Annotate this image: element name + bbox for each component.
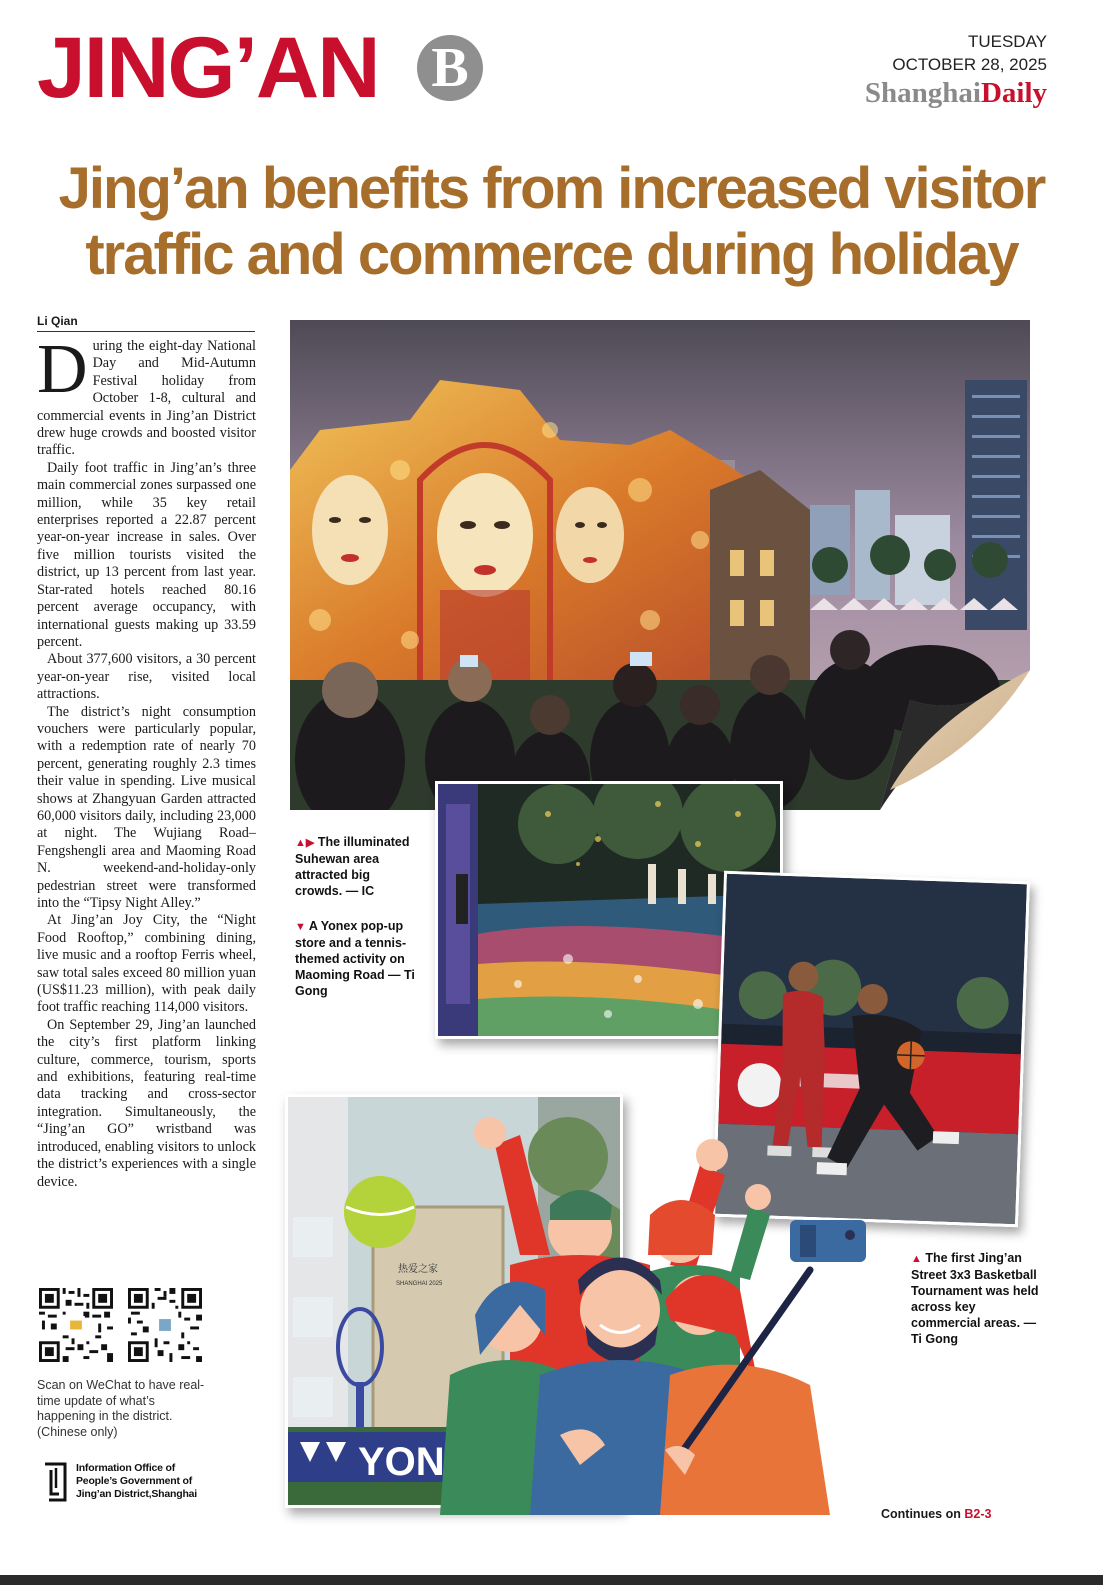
continues-page-link[interactable]: B2-3 [964, 1507, 992, 1521]
issue-date: OCTOBER 28, 2025 [892, 55, 1047, 74]
paragraph-5: At Jing’an Joy City, the “Night Food Rooftop,” combining dining, live music and a rooftop Ferris wheel, saw total sales exceed 80 million yuan (US$11.23 million), with peak daily foot traffic reaching 114,000 visitors. [37, 912, 256, 1016]
paragraph-1 [37, 331, 256, 460]
store-sign-chinese: 热爱之家 [398, 1264, 438, 1275]
article-body [37, 331, 256, 1191]
qr-code-left[interactable] [39, 1288, 113, 1362]
caption-marker-basketball: ▲ [911, 1253, 922, 1265]
info-office-logo-icon [43, 1462, 69, 1504]
caption-yonex [295, 918, 420, 999]
paragraph-3: About 377,600 visitors, a 30 percent year-on-year rise, visited local attractions. [37, 651, 256, 703]
store-brand-lettering: YON [358, 1440, 445, 1484]
caption-suhewan [295, 834, 420, 899]
newspaper-logo [865, 76, 1047, 110]
caption-suhewan-text: The illuminated Suhewan area attracted big crowds. — IC [295, 835, 410, 898]
logo-part-shanghai: Shanghai [864, 77, 981, 109]
headline-line-2: traffic and commerce during holiday [85, 222, 1018, 287]
weekday: TUESDAY [967, 32, 1047, 51]
selfie-group-illustration [440, 1105, 880, 1515]
drop-cap: D [37, 331, 88, 408]
headline-line-1: Jing’an benefits from increased visitor [58, 156, 1045, 221]
section-masthead: JING’AN [37, 20, 379, 116]
caption-marker-yonex: ▼ [295, 921, 306, 933]
caption-marker-suhewan: ▲▶ [295, 837, 315, 849]
logo-part-daily: Daily [980, 77, 1047, 109]
byline: Li Qian [37, 313, 255, 332]
caption-yonex-text: A Yonex pop-up store and a tennis-themed activity on Maoming Road — Ti Gong [295, 919, 415, 998]
paragraph-1-text: uring the eight-day National Day and Mid-Autumn Festival holiday from October 1-8, cultural and commercial events in Jing’an District drew huge crowds and boosted visitor traffic. [37, 338, 256, 459]
info-office-line-2: People’s Government of [76, 1475, 192, 1487]
paragraph-2: Daily foot traffic in Jing’an’s three main commercial zones surpassed one million, while 35 key retail enterprises reported a 22.87 percent year-on-year increase in sales. Over five million tourists visited the district, up 13 percent from last year. Star-rated hotels reached 80.16 percent average occupancy, with international guests making up 33.59 percent. [37, 459, 256, 650]
continues-label: Continues on [881, 1507, 961, 1521]
date-block [892, 30, 1047, 76]
qr-caption: Scan on WeChat to have real-time update of what’s happening in the district. (Chinese only) [37, 1378, 205, 1439]
suhewan-night-photo [290, 320, 1033, 810]
continues-note [881, 1507, 991, 1521]
info-office-name [76, 1462, 197, 1501]
qr-code-right[interactable] [128, 1288, 202, 1362]
bottom-rule [0, 1575, 1103, 1585]
section-badge: B [417, 35, 483, 101]
paragraph-4: The district’s night consumption vouchers were particularly popular, with a redemption rate of nearly 70 percent, generating roughly 2.3 times their value in spending. Live musical shows at Zhangyuan Garden attracted 60,000 visitors daily, including 23,000 at night. The Wujiang Road–Fengshengli area and Maoming Road N. weekend-and-holiday-only pedestrian street were transformed into the “Tipsy Night Alley.” [37, 703, 256, 911]
info-office-line-3: Jing’an District,Shanghai [76, 1488, 198, 1500]
info-office-line-1: Information Office of [76, 1462, 176, 1474]
headline [20, 156, 1083, 288]
caption-basketball [911, 1250, 1046, 1347]
paragraph-6: On September 29, Jing’an launched the city’s first platform linking culture, commerce, tourism, sports and exhibitions, featuring real-time data tracking and cross-sector integration. Simultaneously, the “Jing’an GO” wristband was introduced, enabling visitors to unlock the district’s experiences with a single device. [37, 1016, 256, 1190]
store-sign-english: SHANGHAI 2025 [396, 1281, 443, 1287]
caption-basketball-text: The first Jing’an Street 3x3 Basketball Tournament was held across key commercial areas. — Ti Gong [911, 1251, 1039, 1346]
